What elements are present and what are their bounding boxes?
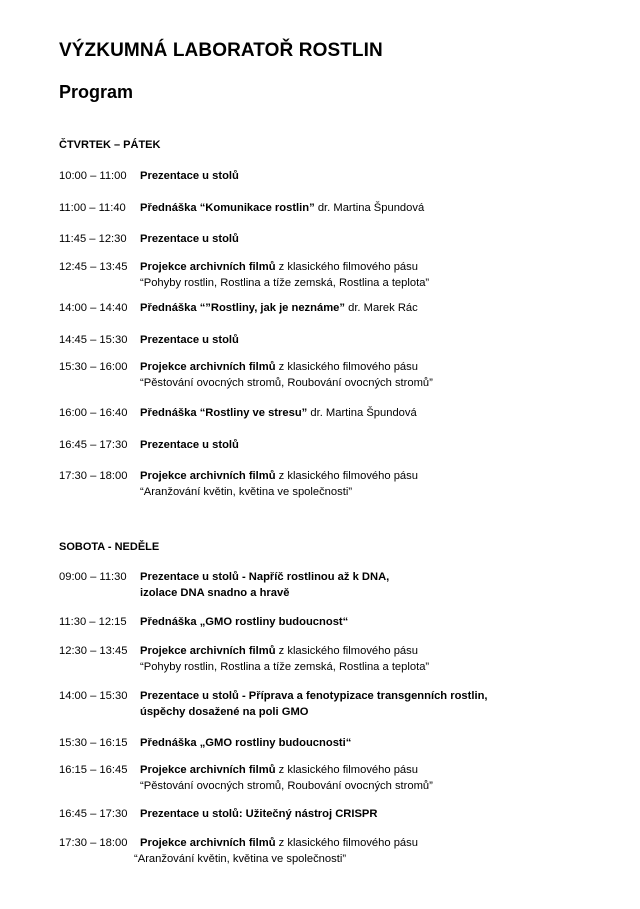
entry-time: 14:45 – 15:30 <box>59 334 128 346</box>
weekday-entry <box>59 437 239 453</box>
entry-film-list: “Aranžování květin, květina ve společnosti” <box>140 486 353 498</box>
weekday-entry <box>59 300 418 316</box>
entry-continuation: úspěchy dosažené na poli GMO <box>140 706 309 718</box>
entry-time: 16:15 – 16:45 <box>59 764 128 776</box>
weekend-entry <box>59 762 433 794</box>
entry-time: 16:45 – 17:30 <box>59 808 128 820</box>
entry-title: Projekce archivních filmů <box>140 470 276 482</box>
weekend-section-heading: SOBOTA - NEDĚLE <box>59 541 160 553</box>
entry-title: Projekce archivních filmů <box>140 837 276 849</box>
entry-film-list: “Pohyby rostlin, Rostlina a tíže zemská, Rostlina a teplota” <box>140 277 430 289</box>
weekday-entry <box>59 332 239 348</box>
document-title: VÝZKUMNÁ LABORATOŘ ROSTLIN <box>59 40 383 61</box>
entry-time: 12:45 – 13:45 <box>59 261 128 273</box>
entry-title: Projekce archivních filmů <box>140 361 276 373</box>
entry-time: 16:45 – 17:30 <box>59 439 128 451</box>
weekday-entry <box>59 200 424 216</box>
entry-detail: dr. Martina Špundová <box>307 407 417 419</box>
weekend-entry <box>59 835 418 867</box>
entry-time: 12:30 – 13:45 <box>59 645 128 657</box>
entry-time: 17:30 – 18:00 <box>59 470 128 482</box>
entry-time: 15:30 – 16:00 <box>59 361 128 373</box>
entry-time: 11:45 – 12:30 <box>59 233 127 245</box>
entry-detail: z klasického filmového pásu <box>275 361 418 373</box>
entry-title: Prezentace u stolů <box>140 233 239 245</box>
entry-time: 17:30 – 18:00 <box>59 837 128 849</box>
weekday-entry <box>59 259 429 291</box>
weekday-entry <box>59 231 239 247</box>
entry-continuation: izolace DNA snadno a hravě <box>140 587 290 599</box>
entry-title: Přednáška „GMO rostliny budoucnost“ <box>140 616 349 628</box>
entry-detail: z klasického filmového pásu <box>275 261 418 273</box>
entry-detail: z klasického filmového pásu <box>275 764 418 776</box>
entry-title: Prezentace u stolů <box>140 334 239 346</box>
entry-film-list: “Pěstování ovocných stromů, Roubování ovocných stromů” <box>140 377 433 389</box>
weekend-entry <box>59 643 429 675</box>
entry-title: Přednáška “”Rostliny, jak je neznáme” <box>140 302 345 314</box>
weekday-entry <box>59 405 417 421</box>
entry-time: 14:00 – 14:40 <box>59 302 128 314</box>
weekend-entry <box>59 614 348 630</box>
entry-title: Přednáška “Rostliny ve stresu” <box>140 407 308 419</box>
entry-film-list: “Pěstování ovocných stromů, Roubování ovocných stromů” <box>140 780 433 792</box>
entry-detail: z klasického filmového pásu <box>275 470 418 482</box>
weekend-entry <box>59 735 351 751</box>
weekend-entry <box>59 688 488 720</box>
entry-time: 15:30 – 16:15 <box>59 737 128 749</box>
entry-title: Projekce archivních filmů <box>140 645 276 657</box>
entry-detail: z klasického filmového pásu <box>275 645 418 657</box>
entry-detail: z klasického filmového pásu <box>275 837 418 849</box>
entry-time: 16:00 – 16:40 <box>59 407 128 419</box>
entry-time: 11:00 – 11:40 <box>59 202 126 214</box>
entry-title: Projekce archivních filmů <box>140 764 276 776</box>
entry-title: Projekce archivních filmů <box>140 261 276 273</box>
entry-title: Přednáška „GMO rostliny budoucnosti“ <box>140 737 352 749</box>
entry-detail: dr. Martina Špundová <box>314 202 425 214</box>
entry-title: Prezentace u stolů <box>140 170 239 182</box>
entry-title: Prezentace u stolů <box>140 439 239 451</box>
entry-title: Prezentace u stolů - Příprava a fenotypizace transgenních rostlin, <box>140 690 488 702</box>
program-subtitle: Program <box>59 82 134 102</box>
entry-time: 14:00 – 15:30 <box>59 690 128 702</box>
entry-time: 09:00 – 11:30 <box>59 571 127 583</box>
entry-time: 11:30 – 12:15 <box>59 616 127 628</box>
weekend-entry <box>59 569 389 601</box>
entry-title: Prezentace u stolů - Napříč rostlinou až k DNA, <box>140 571 390 583</box>
entry-detail: dr. Marek Rác <box>344 302 418 314</box>
weekend-entry <box>59 806 377 822</box>
entry-title: Přednáška “Komunikace rostlin” <box>140 202 315 214</box>
weekday-entry <box>59 359 433 391</box>
weekday-entry <box>59 468 418 500</box>
entry-time: 10:00 – 11:00 <box>59 170 127 182</box>
weekday-section-heading: ČTVRTEK – PÁTEK <box>59 139 161 151</box>
entry-film-list: “Pohyby rostlin, Rostlina a tíže zemská, Rostlina a teplota” <box>140 661 430 673</box>
entry-film-list: “Aranžování květin, květina ve společnosti” <box>134 853 347 865</box>
entry-title: Prezentace u stolů: Užitečný nástroj CRISPR <box>140 808 378 820</box>
weekday-entry <box>59 168 239 184</box>
